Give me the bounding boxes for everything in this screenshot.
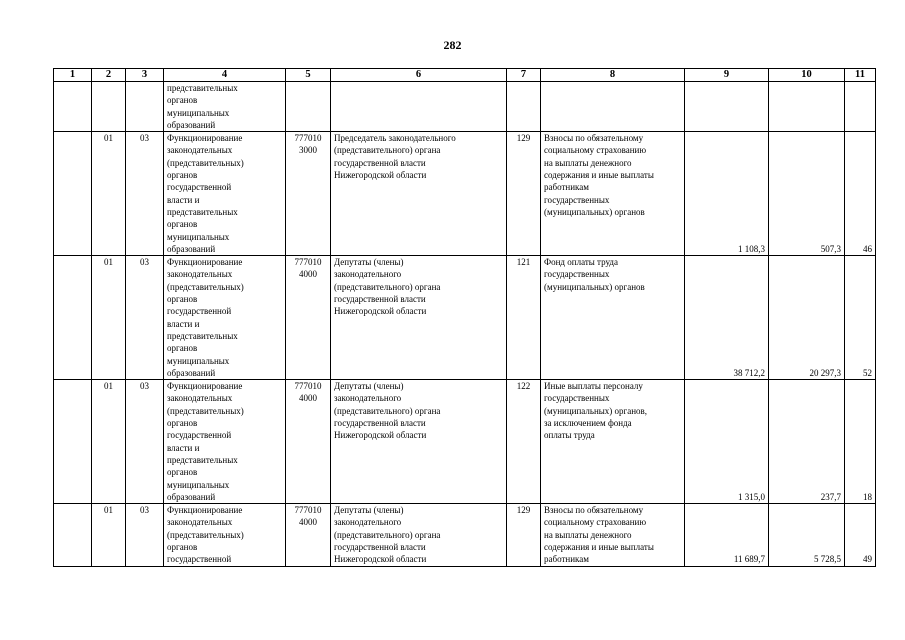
table-row [54, 380, 876, 504]
cell-subsection: 03 [126, 132, 164, 256]
cell-target-code: 777010 3000 [286, 132, 331, 256]
cell-expense-name: Взносы по обязательному социальному страхованию на выплаты денежного содержания и иные выплаты работникам [541, 504, 685, 566]
cell-section-name: Функционирование законодательных (представительных) органов государственной власти и представительных органов муниципальных образований [164, 132, 286, 256]
cell-value-actual: 237,7 [769, 380, 845, 504]
cell-section: 01 [92, 380, 126, 504]
cell-value-plan: 1 315,0 [685, 380, 769, 504]
cell-percent: 46 [845, 132, 876, 256]
column-header: 11 [845, 69, 876, 82]
cell-target-code [286, 82, 331, 132]
cell-percent [845, 82, 876, 132]
cell-value-actual [769, 82, 845, 132]
column-header: 8 [541, 69, 685, 82]
cell-expense-code: 129 [507, 504, 541, 566]
table-row [54, 82, 876, 132]
cell-subsection: 03 [126, 380, 164, 504]
cell-target-name: Председатель законодательного (представительного) органа государственной власти Нижегородской области [331, 132, 507, 256]
cell-expense-code: 129 [507, 132, 541, 256]
cell-subsection: 03 [126, 504, 164, 566]
cell-section-name: Функционирование законодательных (представительных) органов государственной [164, 504, 286, 566]
cell-col1 [54, 132, 92, 256]
cell-section: 01 [92, 132, 126, 256]
cell-value-actual: 507,3 [769, 132, 845, 256]
cell-value-actual: 20 297,3 [769, 256, 845, 380]
column-header: 4 [164, 69, 286, 82]
cell-section: 01 [92, 504, 126, 566]
cell-expense-name: Фонд оплаты труда государственных (муниципальных) органов [541, 256, 685, 380]
cell-target-code: 777010 4000 [286, 380, 331, 504]
cell-subsection: 03 [126, 256, 164, 380]
cell-target-name [331, 82, 507, 132]
table-row [54, 132, 876, 256]
cell-percent: 49 [845, 504, 876, 566]
column-header: 3 [126, 69, 164, 82]
cell-expense-code [507, 82, 541, 132]
cell-section-name: Функционирование законодательных (представительных) органов государственной власти и представительных органов муниципальных образований [164, 380, 286, 504]
page-number: 282 [443, 38, 462, 52]
cell-percent: 52 [845, 256, 876, 380]
cell-percent: 18 [845, 380, 876, 504]
cell-target-name: Депутаты (члены) законодательного (представительного) органа государственной власти Нижегородской области [331, 256, 507, 380]
cell-expense-name: Иные выплаты персоналу государственных (муниципальных) органов, за исключением фонда оплаты труда [541, 380, 685, 504]
cell-expense-name [541, 82, 685, 132]
cell-target-name: Депутаты (члены) законодательного (представительного) органа государственной власти Нижегородской области [331, 380, 507, 504]
table-row [54, 256, 876, 380]
cell-expense-name: Взносы по обязательному социальному страхованию на выплаты денежного содержания и иные выплаты работникам государственных (муниципальных) органов [541, 132, 685, 256]
cell-value-plan [685, 82, 769, 132]
cell-col1 [54, 256, 92, 380]
column-header: 10 [769, 69, 845, 82]
cell-col1 [54, 380, 92, 504]
cell-section [92, 82, 126, 132]
column-header: 9 [685, 69, 769, 82]
column-header: 6 [331, 69, 507, 82]
cell-expense-code: 121 [507, 256, 541, 380]
cell-col1 [54, 82, 92, 132]
table-row [54, 504, 876, 566]
cell-value-actual: 5 728,5 [769, 504, 845, 566]
cell-subsection [126, 82, 164, 132]
cell-col1 [54, 504, 92, 566]
cell-target-code: 777010 4000 [286, 256, 331, 380]
budget-table [53, 68, 876, 567]
column-header: 7 [507, 69, 541, 82]
column-header: 1 [54, 69, 92, 82]
cell-section-name: представительных органов муниципальных образований [164, 82, 286, 132]
cell-expense-code: 122 [507, 380, 541, 504]
column-header: 5 [286, 69, 331, 82]
cell-value-plan: 1 108,3 [685, 132, 769, 256]
cell-target-code: 777010 4000 [286, 504, 331, 566]
cell-target-name: Депутаты (члены) законодательного (представительного) органа государственной власти Нижегородской области [331, 504, 507, 566]
column-header: 2 [92, 69, 126, 82]
cell-section-name: Функционирование законодательных (представительных) органов государственной власти и представительных органов муниципальных образований [164, 256, 286, 380]
cell-section: 01 [92, 256, 126, 380]
cell-value-plan: 11 689,7 [685, 504, 769, 566]
cell-value-plan: 38 712,2 [685, 256, 769, 380]
header-row [54, 69, 876, 82]
